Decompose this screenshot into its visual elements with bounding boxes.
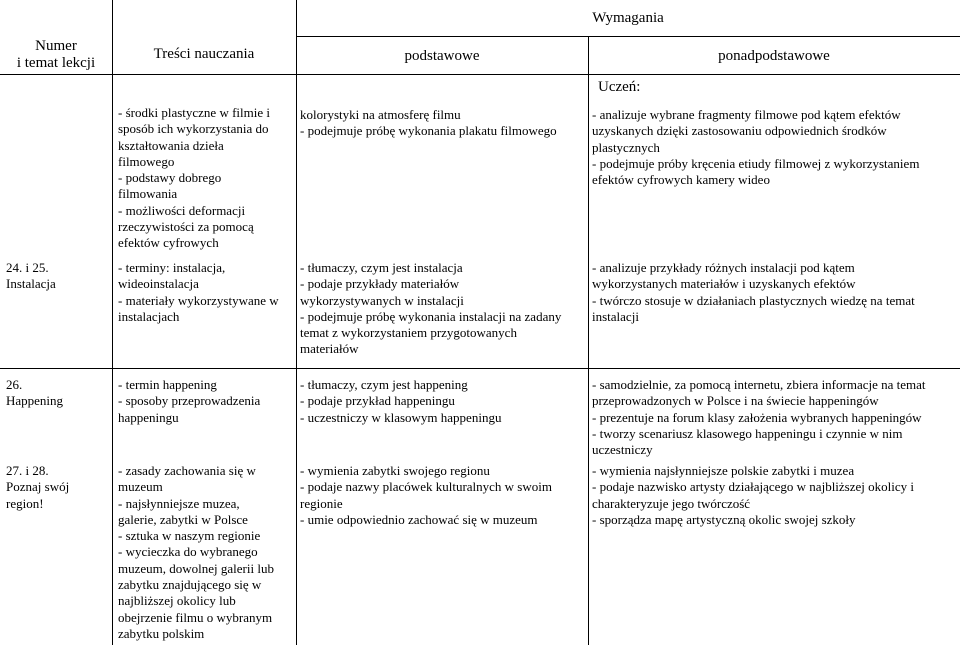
header-ponadpodstawowe: ponadpodstawowe — [718, 48, 830, 64]
lesson-title-happening: 26. Happening — [6, 377, 64, 409]
tresci-happening: - termin happening - sposoby przeprowadzenia happeningu — [118, 377, 261, 425]
header-numer: Numer i temat lekcji — [16, 38, 96, 71]
ponad-happening: - samodzielnie, za pomocą internetu, zbiera informacje na temat przeprowadzonych w Polsce i na świecie happeningów - prezentuje na forum klasy założenia wybranych happeningów - tworzy scenariusz klasowego happeningu i czynnie w nim uczestniczy — [592, 377, 926, 458]
lesson-title-instalacja: 24. i 25. Instalacja — [6, 260, 56, 292]
podstawowe-happening: - tłumaczy, czym jest happening - podaje przykład happeningu - uczestniczy w klasowym happeningu — [300, 377, 502, 425]
uczen-label: Uczeń: — [598, 79, 641, 95]
col-rule-1 — [112, 0, 113, 645]
row-rule-happening — [0, 368, 960, 369]
ponad-region: - wymienia najsłynniejsze polskie zabytki i muzea - podaje nazwisko artysty działającego w najbliższej okolicy i charakteryzuje jego twórczość - sporządza mapę artystyczną okolic swojej szkoły — [592, 463, 914, 527]
header-rule-wymagania — [296, 36, 960, 37]
tresci-instalacja: - terminy: instalacja, wideoinstalacja - materiały wykorzystywane w instalacjach — [118, 260, 279, 324]
tresci-film: - środki plastyczne w filmie i sposób ich wykorzystania do kształtowania dzieła filmowego - podstawy dobrego filmowania - możliwości deformacji rzeczywistości za pomocą efektów cyfrowych — [118, 105, 270, 251]
tresci-region: - zasady zachowania się w muzeum - najsłynniejsze muzea, galerie, zabytki w Polsce - sztuka w naszym regionie - wycieczka do wybranego muzeum, dowolnej galerii lub zabytku znajdującego się w najbliższej okolicy lub obejrzenie filmu o wybranym zabytku polskim — [118, 463, 274, 641]
podstawowe-region: - wymienia zabytki swojego regionu - podaje nazwy placówek kulturalnych w swoim regionie - umie odpowiednio zachować się w muzeum — [300, 463, 552, 527]
header-rule-bottom — [0, 74, 960, 75]
ponad-instalacja: - analizuje przykłady różnych instalacji pod kątem wykorzystanych materiałów i uzyskanych efektów - twórczo stosuje w działaniach plastycznych wiedzę na temat instalacji — [592, 260, 915, 324]
header-tresci: Treści nauczania — [153, 46, 255, 62]
podstawowe-instalacja: - tłumaczy, czym jest instalacja - podaje przykłady materiałów wykorzystywanych w instalacji - podejmuje próbę wykonania instalacji na zadany temat z wykorzystaniem przygotowanych materiałów — [300, 260, 562, 357]
col-rule-2 — [296, 0, 297, 645]
header-podstawowe: podstawowe — [404, 48, 480, 64]
lesson-title-region: 27. i 28. Poznaj swój region! — [6, 463, 70, 511]
podstawowe-film: kolorystyki na atmosferę filmu - podejmuje próbę wykonania plakatu filmowego — [300, 107, 557, 139]
ponad-film: - analizuje wybrane fragmenty filmowe pod kątem efektów uzyskanych dzięki zastosowaniu odpowiednich środków plastycznych - podejmuje próby kręcenia etiudy filmowej z wykorzystaniem efektów cyfrowych kamery wideo — [592, 107, 920, 188]
col-rule-3 — [588, 36, 589, 645]
header-wymagania: Wymagania — [592, 10, 664, 26]
